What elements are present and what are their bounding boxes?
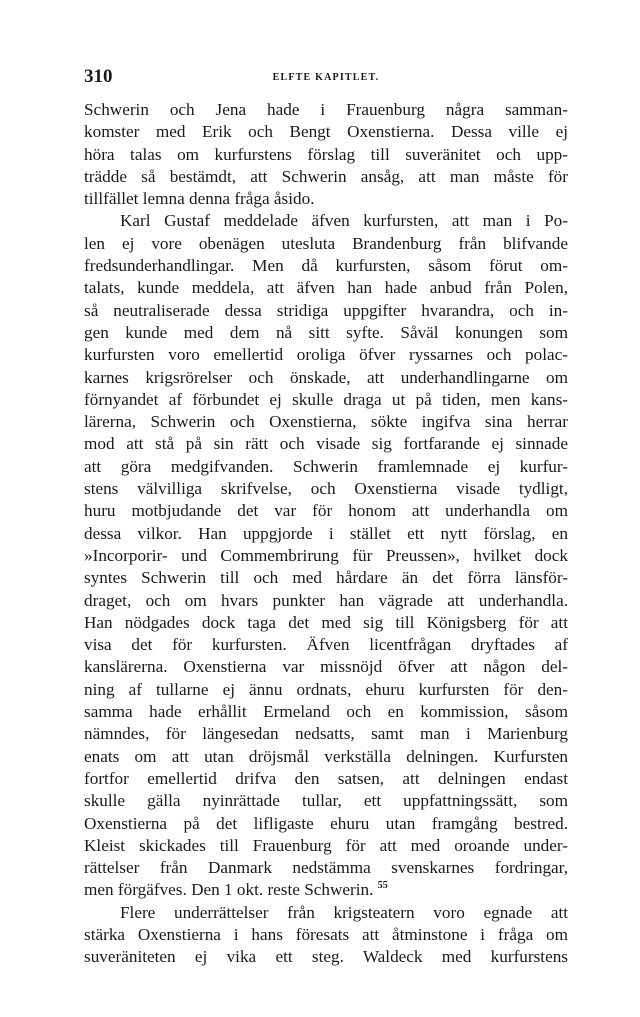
- text-line: Schwerin och Jena hade i Frauenburg några samman-: [84, 100, 568, 119]
- text-line: ning af tullarne ej ännu ordnats, ehuru kurfursten för den-: [84, 679, 568, 699]
- text-line: Oxenstierna på det lifligaste ehuru utan framgång bestred.: [84, 813, 568, 833]
- paragraph-2: [84, 210, 568, 901]
- text-line: draget, och om hvars punkter han vägrade att underhandla.: [84, 590, 568, 610]
- text-line: förnyandet af förbundet ej skulle draga ut på tiden, men kans-: [84, 389, 568, 409]
- text-line: skulle gälla nyinrättade tullar, ett uppfattningssätt, som: [84, 791, 568, 811]
- text-line: len ej vore obenägen utesluta Brandenburg från blifvande: [84, 233, 568, 253]
- page-header: [84, 66, 568, 88]
- running-head: ELFTE KAPITLET.: [272, 72, 380, 83]
- paragraph-3: [84, 902, 568, 969]
- text-line-with-note: [84, 879, 568, 901]
- text-line: enats om att utan dröjsmål verkställa delningen. Kurfursten: [84, 746, 568, 766]
- text-line: höra talas om kurfurstens förslag till suveränitet och upp-: [84, 144, 568, 164]
- text-line: Karl Gustaf meddelade äfven kurfursten, att man i Po-: [120, 211, 568, 231]
- text-line: nämndes, för längesedan nedsatts, samt man i Marienburg: [84, 724, 568, 744]
- text-line: rättelser från Danmark nedstämma svenskarnes fordringar,: [84, 858, 568, 878]
- text-line: kurfursten voro emellertid oroliga öfver ryssarnes och polac-: [84, 345, 568, 365]
- text-line: mod att stå på sin rätt och visade sig fortfarande ej sinnade: [84, 434, 568, 454]
- text-line: lärerna, Schwerin och Oxenstierna, sökte ingifva sina herrar: [84, 412, 568, 432]
- text-line: talats, kunde meddela, att äfven han hade anbud från Polen,: [84, 278, 568, 298]
- text-line: att göra medgifvanden. Schwerin framlemnade ej kurfur-: [84, 456, 568, 476]
- text-line: gen kunde med dem nå sitt syfte. Såväl konungen som: [84, 322, 568, 342]
- text-line: karnes krigsrörelser och önskade, att underhandlingarne om: [84, 367, 568, 387]
- text-line: Han nödgades dock taga det med sig till Königsberg för att: [84, 612, 568, 632]
- text-line: kanslärerna. Oxenstierna var missnöjd öfver att någon del-: [84, 657, 568, 677]
- text-line: trädde så bestämdt, att Schwerin ansåg, att man måste för: [84, 166, 568, 186]
- text-line: syntes Schwerin till och med hårdare än det förra länsför-: [84, 568, 568, 588]
- text-line: visa det för kurfursten. Äfven licentfrågan dryftades af: [84, 635, 568, 655]
- text-line: Flere underrättelser från krigsteatern voro egnade att: [120, 902, 568, 922]
- text-line: stärka Oxenstierna i hans föresats att åtminstone i fråga om: [84, 924, 568, 944]
- page-number: 310: [84, 66, 113, 87]
- text-line: samma hade erhållit Ermeland och en kommission, såsom: [84, 702, 568, 722]
- text-line: stens välvilliga skrifvelse, och Oxenstierna visade tydligt,: [84, 479, 568, 499]
- text-line: komster med Erik och Bengt Oxenstierna. Dessa ville ej: [84, 122, 568, 142]
- text-line: Kleist skickades till Frauenburg för att med oroande under-: [84, 835, 568, 855]
- text-line: suveräniteten ej vika ett steg. Waldeck med kurfurstens: [84, 947, 568, 967]
- text-line: huru motbjudande det var för honom att underhandla om: [84, 501, 568, 521]
- text-line: fredsunderhandlingar. Men då kurfursten, såsom förut om-: [84, 256, 568, 276]
- text-line: dessa vilkor. Han uppgjorde i stället ett nytt förslag, en: [84, 523, 568, 543]
- text-line: fortfor emellertid drifva den satsen, att delningen endast: [84, 768, 568, 788]
- text-line: så neutraliserade dessa stridiga uppgifter hvarandra, och in-: [84, 300, 568, 320]
- footnote-reference[interactable]: 55: [377, 880, 388, 892]
- text-line: tillfället lemna denna fråga åsido.: [84, 189, 315, 209]
- text-line-content: men förgäfves. Den 1 okt. reste Schwerin.: [84, 880, 374, 900]
- text-line: »Incorporir- und Commembrirung für Preussen», hvilket dock: [84, 545, 568, 565]
- paragraph-1: [84, 99, 568, 210]
- body-text: [84, 99, 568, 969]
